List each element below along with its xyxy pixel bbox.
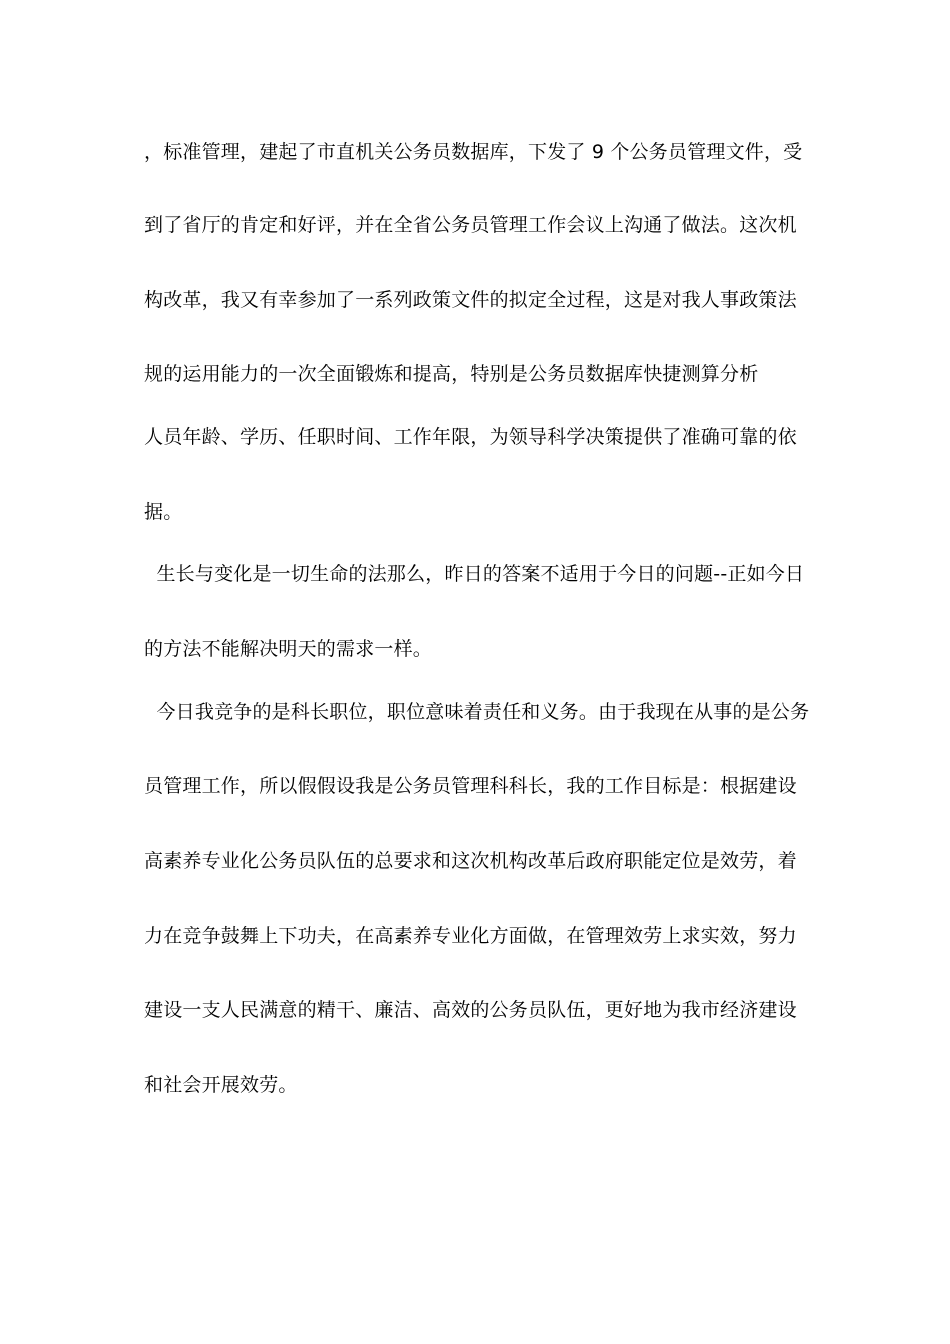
text-line: 生长与变化是一切生命的法那么，昨日的答案不适用于今日的问题--正如今日 bbox=[144, 563, 805, 585]
text-line: 建设一支人民满意的精干、廉洁、高效的公务员队伍，更好地为我市经济建设 bbox=[144, 999, 797, 1021]
text-line: 人员年龄、学历、任职时间、工作年限，为领导科学决策提供了准确可靠的依 bbox=[144, 426, 797, 448]
text-line: 据。 bbox=[144, 501, 183, 523]
text-line: 今日我竞争的是科长职位，职位意味着责任和义务。由于我现在从事的是公务 bbox=[144, 701, 810, 723]
text-line: 构改革，我又有幸参加了一系列政策文件的拟定全过程，这是对我人事政策法 bbox=[144, 289, 797, 311]
text-line: 高素养专业化公务员队伍的总要求和这次机构改革后政府职能定位是效劳，着 bbox=[144, 850, 797, 872]
text-line: 和社会开展效劳。 bbox=[144, 1074, 298, 1096]
text-line: 的方法不能解决明天的需求一样。 bbox=[144, 638, 433, 660]
text-line: 员管理工作，所以假假设我是公务员管理科科长，我的工作目标是：根据建设 bbox=[144, 775, 797, 797]
text-line: 规的运用能力的一次全面锻炼和提高，特别是公务员数据库快捷测算分析 bbox=[144, 363, 759, 385]
text-line: 力在竞争鼓舞上下功夫，在高素养专业化方面做，在管理效劳上求实效，努力 bbox=[144, 925, 797, 947]
text-line: 到了省厅的肯定和好评，并在全省公务员管理工作会议上沟通了做法。这次机 bbox=[144, 214, 797, 236]
text-line: ，标准管理，建起了市直机关公务员数据库，下发了 9 个公务员管理文件，受 bbox=[144, 141, 803, 163]
